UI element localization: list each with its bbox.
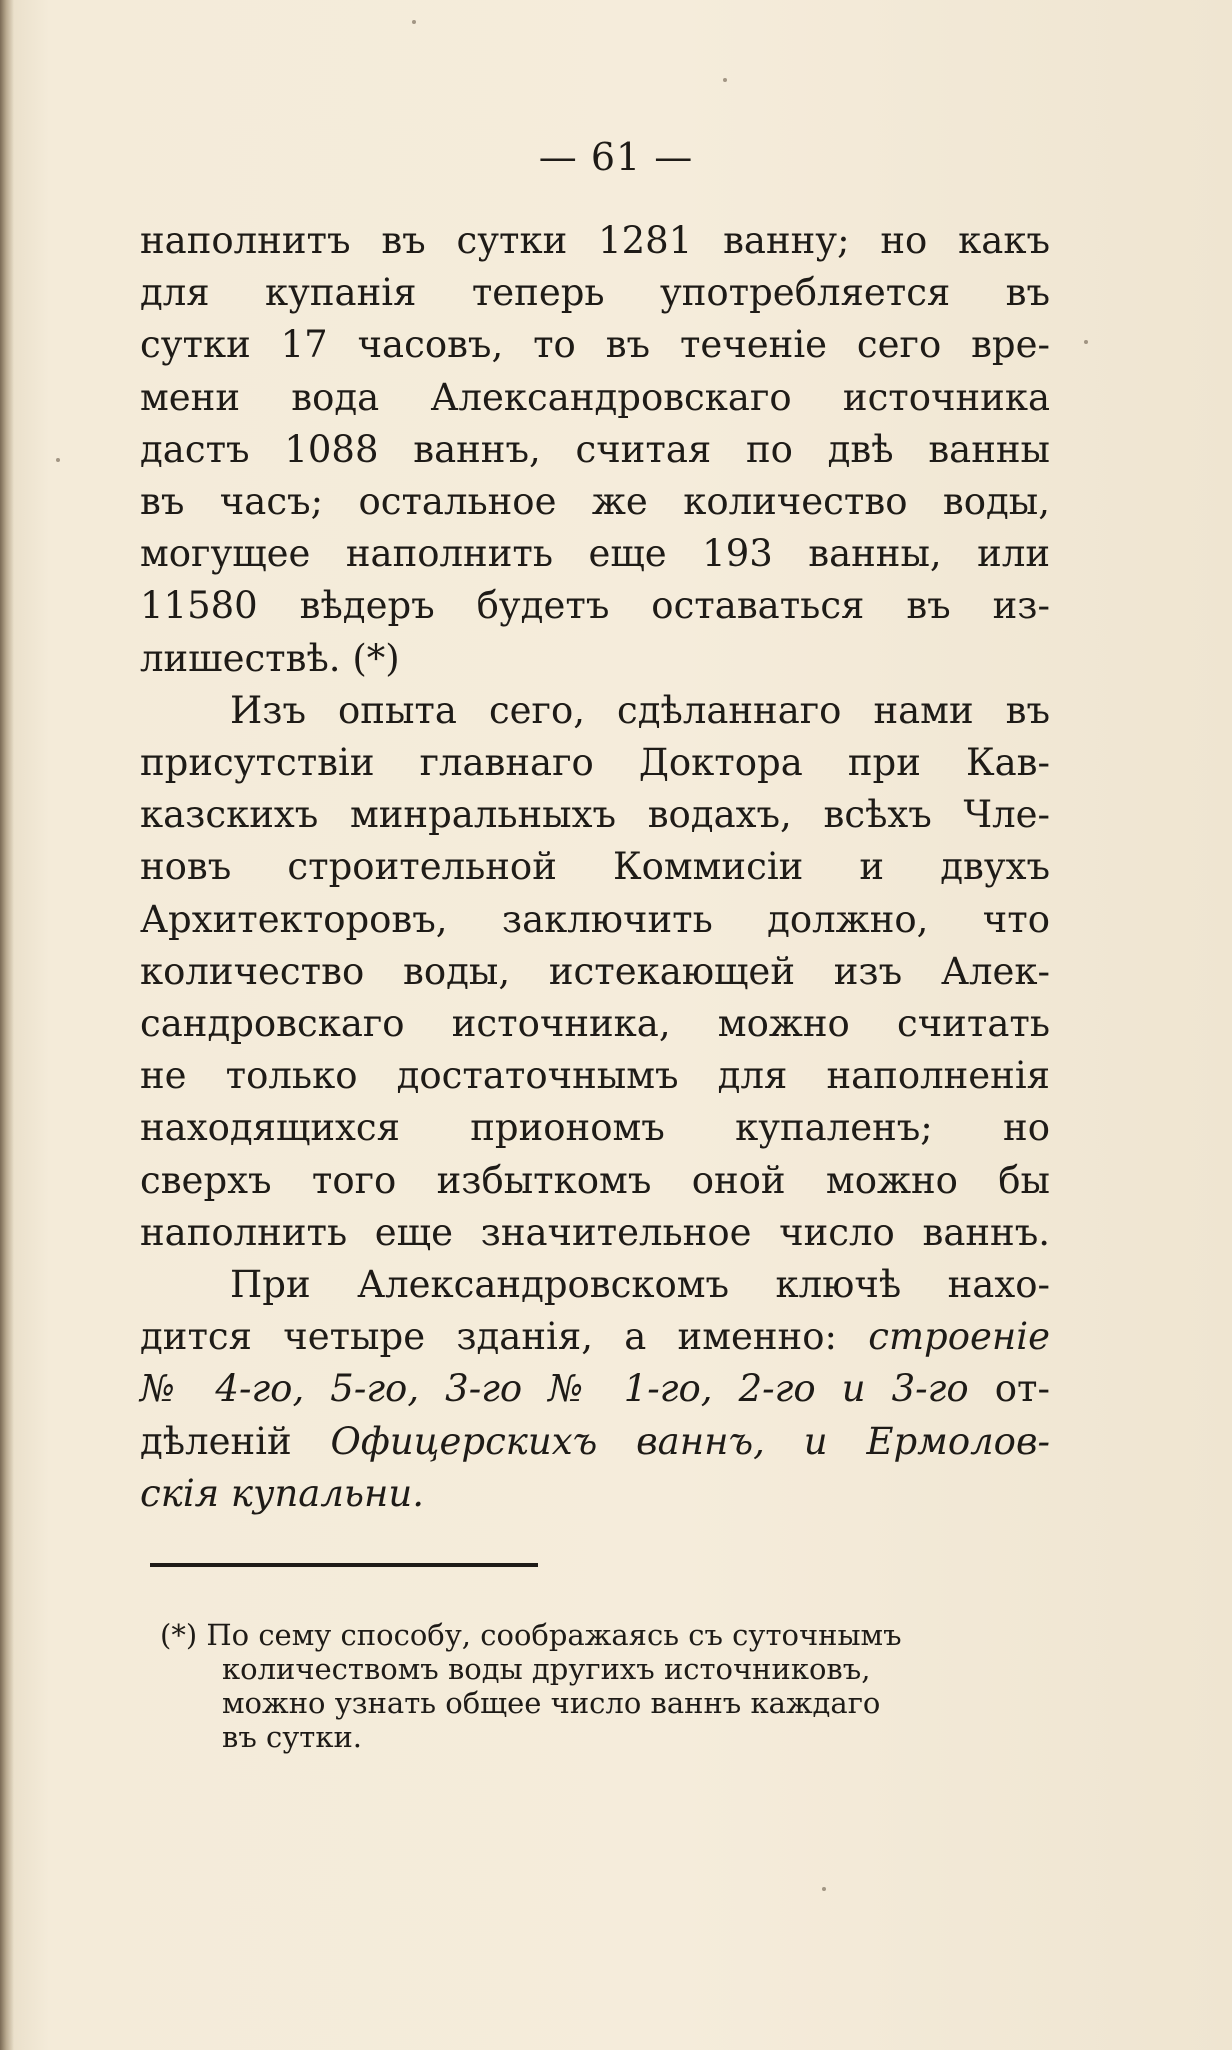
text-line-part: от- <box>994 1367 1050 1411</box>
text-line: мени вода Александровскаго источника <box>140 375 1050 419</box>
text-line <box>140 1363 1050 1415</box>
text-line: наполнитъ въ сутки 1281 ванну; но какъ <box>140 219 1050 262</box>
text-line: скія купальни. <box>140 1471 425 1515</box>
italic-phrase: № 4-го, 5-го, 3-го № 1-го, 2-го и 3-го <box>140 1367 969 1411</box>
text-line: казскихъ минральныхъ водахъ, всѣхъ Чле- <box>140 793 1050 837</box>
italic-phrase: Офицерскихъ ваннъ, и Ермолов- <box>330 1419 1050 1463</box>
text-line: Архитекторовъ, заключить должно, что <box>140 897 1050 941</box>
text-line: сандровскаго источника, можно считать <box>140 1002 1050 1046</box>
page-number: — 61 — <box>538 135 694 179</box>
text-line: 11580 вѣдеръ будетъ оставаться въ из- <box>140 584 1050 628</box>
footnote-line: въ сутки. <box>222 1720 363 1754</box>
text-line <box>140 1416 1050 1468</box>
footnote-line: количествомъ воды другихъ источниковъ, <box>222 1652 871 1686</box>
text-line <box>140 1311 1050 1363</box>
text-line: сверхъ того избыткомъ оной можно бы <box>140 1158 1050 1202</box>
text-line-part: дѣленій <box>140 1419 292 1463</box>
paper-speck <box>56 458 60 462</box>
paper-speck <box>412 20 416 24</box>
italic-phrase: строеніе <box>868 1315 1050 1359</box>
text-line: въ часъ; остальное же количество воды, <box>140 480 1050 524</box>
text-line-part: дится четыре зданія, а именно: <box>140 1315 837 1359</box>
page-binding-edge <box>0 0 14 2050</box>
text-line: новъ строительной Коммисіи и двухъ <box>140 845 1050 889</box>
text-line: не только достаточнымъ для наполненія <box>140 1054 1050 1098</box>
footnote <box>160 1618 1050 1754</box>
paragraph-start-line: Изъ опыта сего, сдѣланнаго нами въ <box>230 688 1050 732</box>
text-line: могущее наполнить еще 193 ванны, или <box>140 532 1050 576</box>
footnote-line: можно узнать общее число ваннъ каждаго <box>222 1686 881 1720</box>
paper-speck <box>822 1887 826 1891</box>
text-line: количество воды, истекающей изъ Алек- <box>140 949 1050 993</box>
text-line: лишествѣ. (*) <box>140 636 400 680</box>
text-line: для купанія теперь употребляется въ <box>140 271 1050 315</box>
text-line: находящихся приономъ купаленъ; но <box>140 1106 1050 1150</box>
footnote-separator <box>150 1563 538 1567</box>
text-line: присутствіи главнаго Доктора при Кав- <box>140 741 1050 785</box>
text-line: сутки 17 часовъ, то въ теченіе сего вре- <box>140 323 1050 367</box>
text-line: дастъ 1088 ваннъ, считая по двѣ ванны <box>140 427 1050 471</box>
paper-speck <box>1084 340 1088 344</box>
text-line: наполнить еще значительное число ваннъ. <box>140 1210 1050 1254</box>
paper-speck <box>723 78 727 82</box>
main-text <box>140 215 1050 1520</box>
footnote-line: (*) По сему способу, соображаясь съ суточнымъ <box>160 1618 902 1652</box>
paragraph-start-line: При Александровскомъ ключѣ нахо- <box>230 1263 1050 1307</box>
